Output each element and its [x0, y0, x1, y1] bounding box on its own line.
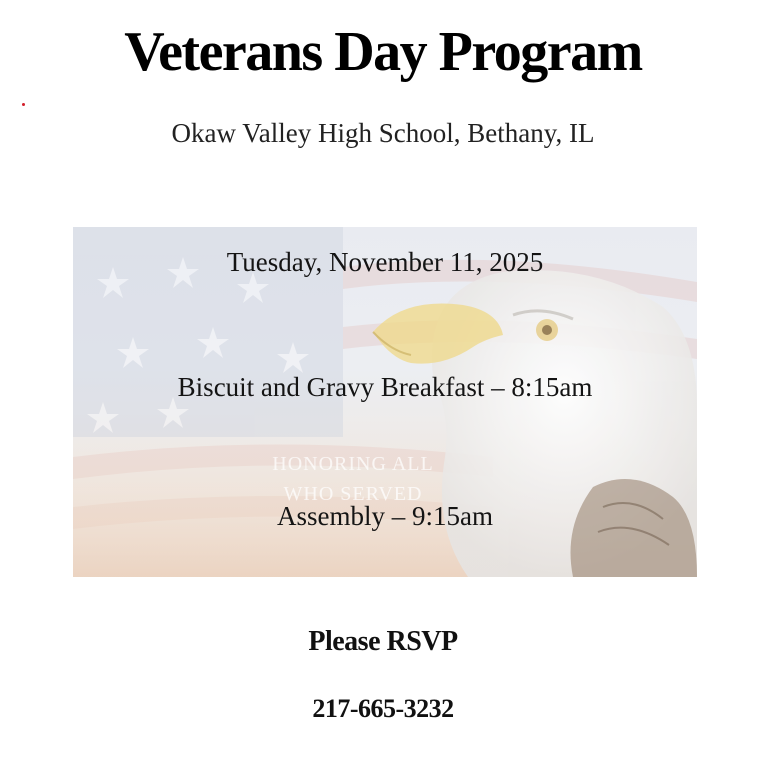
- rsvp-phone-number: 217-665-3232: [312, 694, 454, 723]
- page-title: Veterans Day Program: [124, 21, 642, 83]
- assembly-time: Assembly – 9:15am: [277, 501, 493, 531]
- event-banner: [73, 227, 697, 577]
- watermark-who-served: WHO SERVED: [283, 483, 423, 505]
- red-dot-mark: [22, 103, 25, 106]
- event-date: Tuesday, November 11, 2025: [226, 247, 544, 277]
- watermark-honoring: HONORING ALL: [272, 453, 434, 475]
- breakfast-time: Biscuit and Gravy Breakfast – 8:15am: [177, 372, 593, 402]
- rsvp-heading: Please RSVP: [308, 626, 458, 657]
- location-subtitle: Okaw Valley High School, Bethany, IL: [171, 118, 595, 148]
